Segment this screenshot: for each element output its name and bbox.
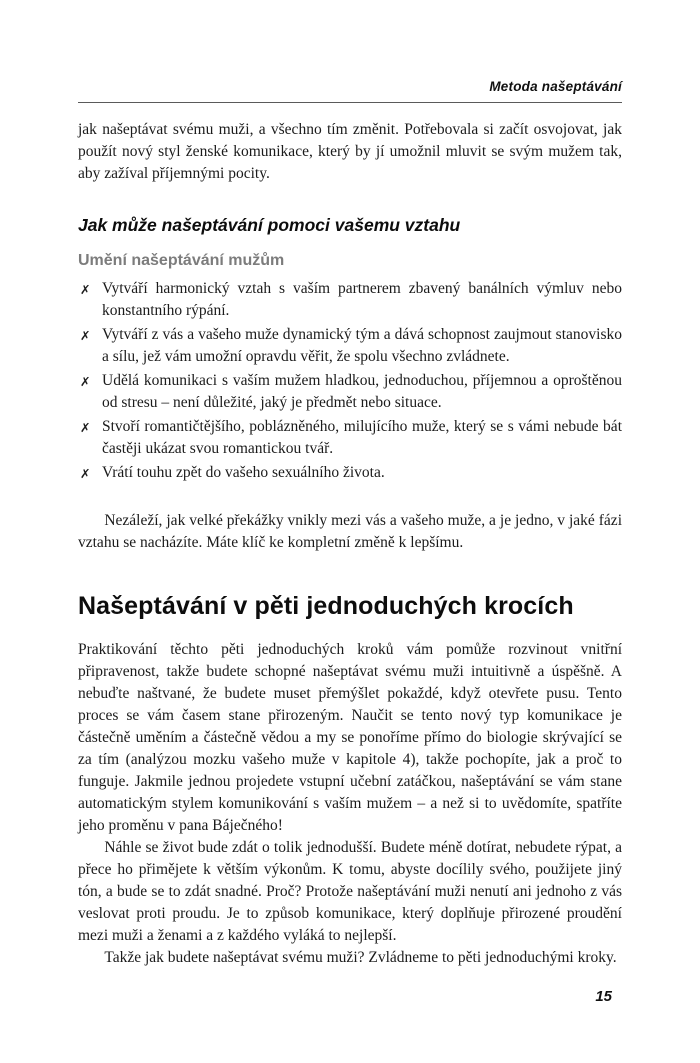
steps-paragraph: Náhle se život bude zdát o tolik jednodušší. Budete méně dotírat, nebudete rýpat, a přece ho přimějete k větším výkonům. K tomu, abyste docílily svého, použijete jiný tón, a bude se to zdát snadné. Proč? Protože našeptávání muži nenutí ani jednoho z vás veslovat proti proudu. Je to způsob komunikace, který doplňuje přirozené proudění mezi muži a ženami a z každého vyláká to nejlepší. (78, 839, 622, 944)
section-title-benefits: Jak může našeptávání pomoci vašemu vztahu (78, 215, 461, 235)
cross-bullet-icon: ✗ (80, 466, 91, 481)
steps-paragraph: Praktikování těchto pěti jednoduchých kroků vám pomůže rozvinout vnitřní připravenost, takže budete schopné našeptávat svému muži intuitivně a úspěšně. A nebuďte naštvané, že budete muset přemýšlet pokaždé, když otevřete pusu. Tento proces se vám časem stane přirozeným. Naučit se tento nový typ komunikace je částečně uměním a částečně vědou a my se ponoříme přímo do biologie skrývající se za tím (analýzou mozku vašeho muže v kapitole 4), takže pochopíte, jak a proč to funguje. Jakmile jednou projedete vstupní učební zatáčkou, našeptávání se vám stane automatickým stylem komunikování s vaším mužem – a než si to uvědomíte, spatříte jeho proměnu v pana Báječného! (78, 641, 622, 834)
benefits-closing-paragraph: Nezáleží, jak velké překážky vnikly mezi vás a vašeho muže, a je jedno, v jaké fázi vztahu se nacházíte. Máte klíč ke kompletní změně k lepšímu. (78, 512, 622, 551)
cross-bullet-icon: ✗ (80, 420, 91, 435)
bullet-text: Vytváří harmonický vztah s vaším partnerem zbavený banálních výmluv nebo konstantního rýpání. (102, 280, 622, 319)
bullet-text: Vytváří z vás a vašeho muže dynamický tým a dává schopnost zaujmout stanovisko a sílu, jež vám umožní opravdu věřit, že spolu všechno zvládnete. (102, 326, 622, 365)
cross-bullet-icon: ✗ (80, 282, 91, 297)
intro-paragraph: jak našeptávat svému muži, a všechno tím změnit. Potřebovala si začít osvojovat, jak použít nový styl ženské komunikace, který by jí umožnil mluvit se svým mužem tak, aby zažíval příjemnými pocity. (78, 121, 622, 182)
list-item (78, 324, 622, 368)
running-head-row (78, 78, 622, 96)
cross-bullet-icon: ✗ (80, 374, 91, 389)
chapter-title-steps: Našeptávání v pěti jednoduchých krocích (78, 592, 574, 620)
bullet-text: Vrátí touhu zpět do vašeho sexuálního života. (102, 464, 385, 481)
header-rule (78, 102, 622, 103)
benefits-list (78, 278, 622, 484)
page-number: 15 (595, 988, 612, 1005)
cross-bullet-icon: ✗ (80, 328, 91, 343)
bullet-text: Udělá komunikaci s vaším mužem hladkou, jednoduchou, příjemnou a oproštěnou od stresu – není důležité, jaký je předmět nebo situace. (102, 372, 622, 411)
list-item (78, 278, 622, 322)
list-item (78, 462, 622, 484)
list-item (78, 370, 622, 414)
bullet-text: Stvoří romantičtějšího, poblázněného, milujícího muže, který se s vámi nebude bát častěji ukázat svou romantickou tvář. (102, 418, 622, 457)
section-subtitle-benefits: Umění našeptávání mužům (78, 252, 285, 269)
list-item (78, 416, 622, 460)
running-head (78, 78, 622, 103)
steps-paragraph: Takže jak budete našeptávat svému muži? Zvládneme to pěti jednoduchými kroky. (104, 949, 617, 966)
running-head-title: Metoda našeptávání (489, 79, 622, 94)
